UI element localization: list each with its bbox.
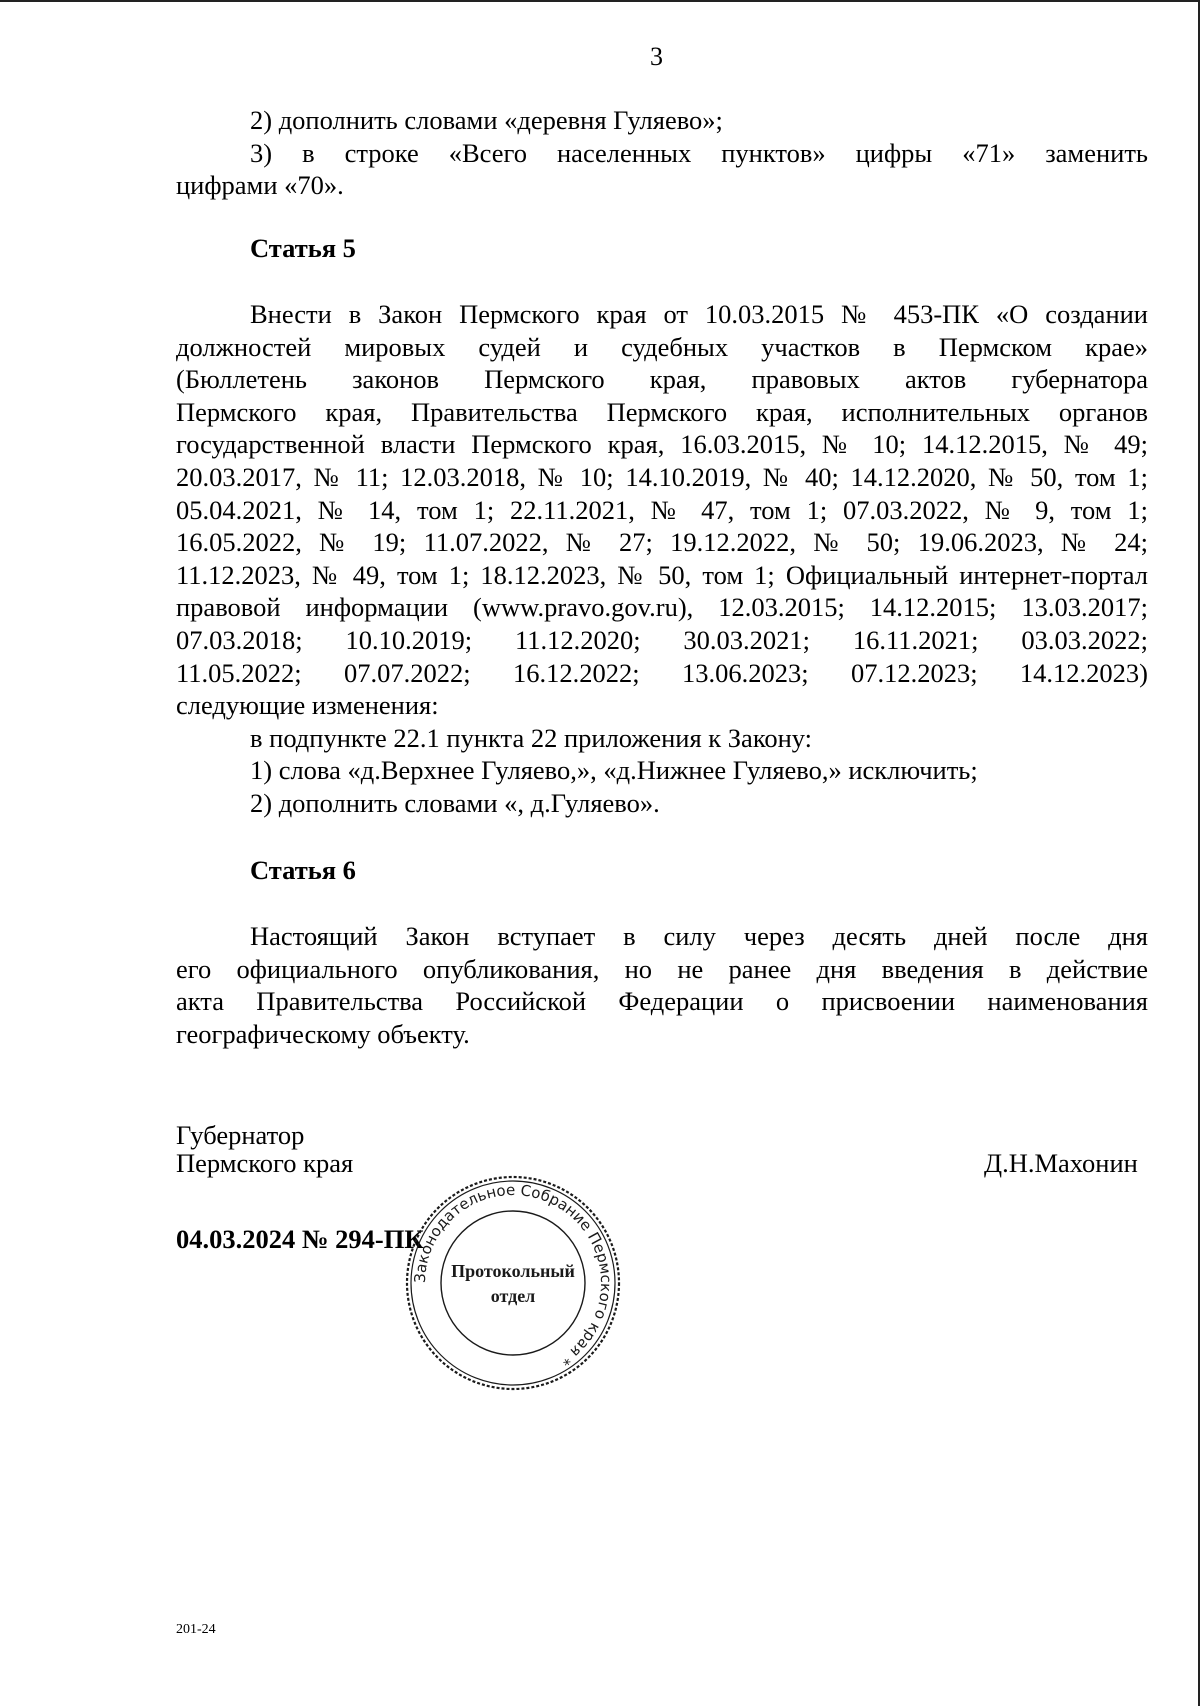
stamp-center-line: отдел bbox=[490, 1286, 536, 1306]
article6-body bbox=[176, 920, 1148, 1050]
paragraph-line: правовой информации (www.pravo.gov.ru), 12.03.2015; 14.12.2015; 13.03.2017; bbox=[176, 592, 1148, 623]
paragraph-line: 11.05.2022; 07.07.2022; 16.12.2022; 13.06.2023; 07.12.2023; 14.12.2023) bbox=[176, 657, 1148, 688]
signer-name: Д.Н.Махонин bbox=[984, 1148, 1138, 1178]
paragraph-line: 2) дополнить словами «, д.Гуляево». bbox=[250, 787, 660, 818]
article6-heading: Статья 6 bbox=[250, 855, 356, 885]
paragraph-line: 3) в строке «Всего населенных пунктов» цифры «71» заменить bbox=[250, 137, 1148, 168]
paragraph-line: в подпункте 22.1 пункта 22 приложения к Закону: bbox=[250, 722, 813, 753]
paragraph-line: цифрами «70». bbox=[176, 170, 344, 201]
paragraph-line: Настоящий Закон вступает в силу через десять дней после дня bbox=[250, 921, 1148, 951]
paragraph-line: 05.04.2021, № 14, том 1; 22.11.2021, № 47, том 1; 07.03.2022, № 9, том 1; bbox=[176, 494, 1148, 525]
article4-tail bbox=[176, 104, 1148, 202]
stamp-center-line: Протокольный bbox=[451, 1261, 575, 1281]
paragraph-line: 07.03.2018; 10.10.2019; 11.12.2020; 30.03.2021; 16.11.2021; 03.03.2022; bbox=[176, 624, 1148, 655]
article5-heading: Статья 5 bbox=[250, 233, 356, 263]
paragraph-line: Пермского края, Правительства Пермского края, исполнительных органов bbox=[176, 396, 1148, 427]
paragraph-line: 20.03.2017, № 11; 12.03.2018, № 10; 14.10.2019, № 40; 14.12.2020, № 50, том 1; bbox=[176, 461, 1148, 492]
paragraph-line: государственной власти Пермского края, 16.03.2015, № 10; 14.12.2015, № 49; bbox=[176, 429, 1148, 460]
paragraph-line: географическому объекту. bbox=[176, 1018, 470, 1049]
article5-body bbox=[176, 298, 1148, 820]
paragraph-line: 11.12.2023, № 49, том 1; 18.12.2023, № 50, том 1; Официальный интернет-портал bbox=[176, 559, 1148, 590]
stamp-inner-ring bbox=[441, 1211, 585, 1355]
paragraph-line: Внести в Закон Пермского края от 10.03.2015 № 453-ПК «О создании bbox=[250, 299, 1148, 329]
stamp-ring-text: Законодательное Собрание Пермского края * bbox=[410, 1180, 616, 1370]
page-number: 3 bbox=[650, 42, 663, 71]
signer-title-line: Пермского края bbox=[176, 1148, 354, 1178]
signer-title-line: Губернатор bbox=[176, 1120, 305, 1150]
law-date-number: 04.03.2024 № 294-ПК bbox=[176, 1224, 424, 1254]
stamp-outer-ring bbox=[407, 1177, 619, 1389]
page-top-border bbox=[0, 0, 1200, 2]
paragraph-line: должностей мировых судей и судебных участков в Пермском крае» bbox=[176, 331, 1148, 362]
signer-title bbox=[176, 1121, 353, 1177]
paragraph-line: 1) слова «д.Верхнее Гуляево,», «д.Нижнее Гуляево,» исключить; bbox=[250, 755, 978, 786]
paragraph-line: (Бюллетень законов Пермского края, правовых актов губернатора bbox=[176, 364, 1148, 395]
paragraph-line: его официального опубликования, но не ранее дня введения в действие bbox=[176, 953, 1148, 984]
paragraph-line: 16.05.2022, № 19; 11.07.2022, № 27; 19.12.2022, № 50; 19.06.2023, № 24; bbox=[176, 527, 1148, 558]
paragraph-line: следующие изменения: bbox=[176, 690, 439, 721]
paragraph-line: 2) дополнить словами «деревня Гуляево»; bbox=[250, 105, 723, 135]
paragraph-line: акта Правительства Российской Федерации о присвоении наименования bbox=[176, 986, 1148, 1017]
document-code: 201-24 bbox=[176, 1622, 216, 1637]
official-stamp bbox=[402, 1172, 624, 1394]
